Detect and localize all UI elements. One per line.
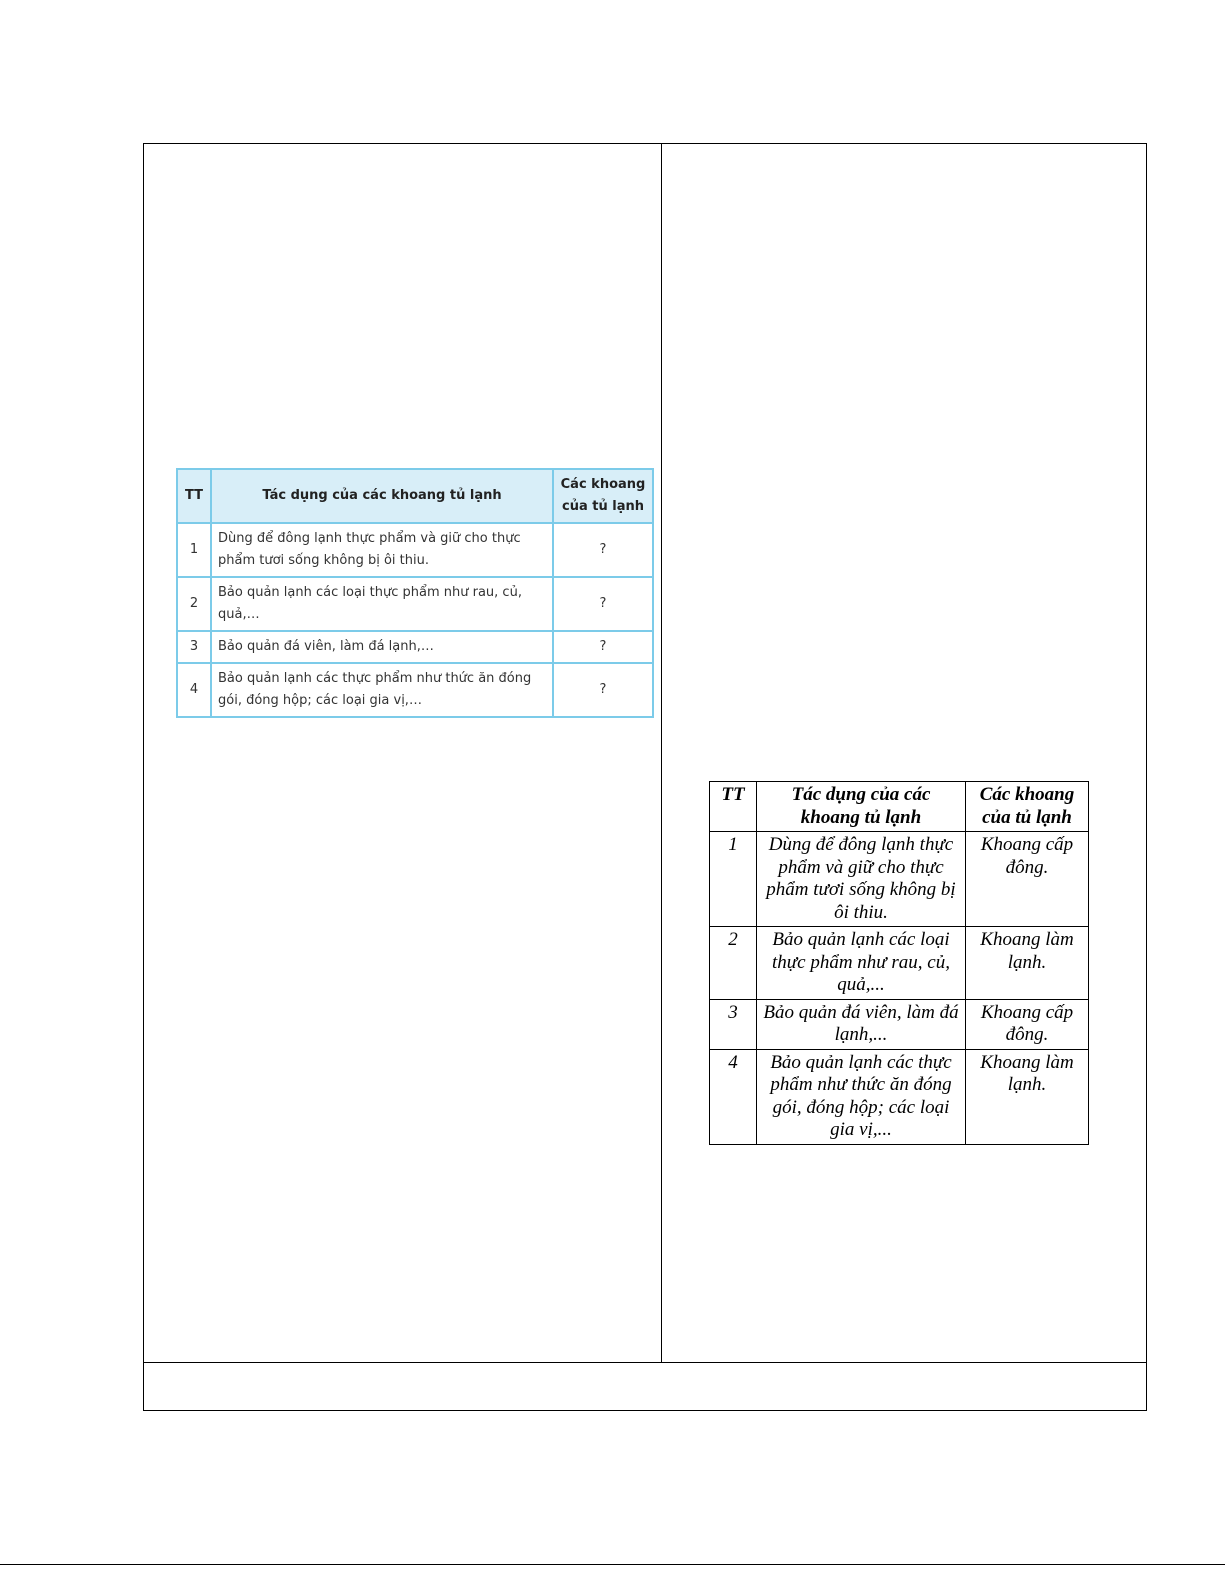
table-row bbox=[710, 999, 1089, 1049]
textbook-cell-answer: ? bbox=[553, 663, 653, 717]
table-row bbox=[177, 577, 653, 631]
answer-cell-answer: Khoang cấp đông. bbox=[966, 999, 1089, 1049]
textbook-cell-tt: 4 bbox=[177, 663, 211, 717]
textbook-cell-desc: Dùng để đông lạnh thực phẩm và giữ cho thực phẩm tươi sống không bị ôi thiu. bbox=[211, 523, 553, 577]
textbook-header-tt: TT bbox=[177, 469, 211, 523]
table-row bbox=[177, 663, 653, 717]
table-row bbox=[710, 832, 1089, 927]
textbook-cell-tt: 2 bbox=[177, 577, 211, 631]
answer-cell-answer: Khoang làm lạnh. bbox=[966, 927, 1089, 1000]
textbook-cell-answer: ? bbox=[553, 577, 653, 631]
textbook-header-desc: Tác dụng của các khoang tủ lạnh bbox=[211, 469, 553, 523]
answer-cell-desc: Bảo quản lạnh các thực phẩm như thức ăn đóng gói, đóng hộp; các loại gia vị,... bbox=[757, 1049, 966, 1144]
answer-cell-desc: Bảo quản đá viên, làm đá lạnh,... bbox=[757, 999, 966, 1049]
answer-cell-tt: 3 bbox=[710, 999, 757, 1049]
textbook-cell-desc: Bảo quản lạnh các loại thực phẩm như rau, củ, quả,… bbox=[211, 577, 553, 631]
table-row bbox=[710, 1049, 1089, 1144]
answer-cell-answer: Khoang cấp đông. bbox=[966, 832, 1089, 927]
answer-cell-desc: Bảo quản lạnh các loại thực phẩm như rau, củ, quả,... bbox=[757, 927, 966, 1000]
bottom-rule bbox=[0, 1564, 1225, 1565]
textbook-cell-desc: Bảo quản đá viên, làm đá lạnh,… bbox=[211, 631, 553, 663]
row-divider bbox=[144, 1362, 1146, 1363]
textbook-table bbox=[176, 468, 654, 718]
page-frame bbox=[143, 143, 1147, 1411]
textbook-cell-answer: ? bbox=[553, 523, 653, 577]
textbook-cell-desc: Bảo quản lạnh các thực phẩm như thức ăn đóng gói, đóng hộp; các loại gia vị,… bbox=[211, 663, 553, 717]
answer-cell-answer: Khoang làm lạnh. bbox=[966, 1049, 1089, 1144]
answer-cell-tt: 2 bbox=[710, 927, 757, 1000]
textbook-cell-answer: ? bbox=[553, 631, 653, 663]
textbook-table-header-row bbox=[177, 469, 653, 523]
answer-header-desc: Tác dụng của các khoang tủ lạnh bbox=[757, 782, 966, 832]
table-row bbox=[177, 523, 653, 577]
table-row bbox=[177, 631, 653, 663]
textbook-cell-tt: 3 bbox=[177, 631, 211, 663]
column-divider bbox=[661, 144, 662, 1362]
answer-cell-tt: 1 bbox=[710, 832, 757, 927]
answer-header-tt: TT bbox=[710, 782, 757, 832]
answer-table bbox=[709, 781, 1089, 1145]
textbook-cell-tt: 1 bbox=[177, 523, 211, 577]
textbook-header-answer: Các khoang của tủ lạnh bbox=[553, 469, 653, 523]
answer-header-answer: Các khoang của tủ lạnh bbox=[966, 782, 1089, 832]
answer-table-header-row bbox=[710, 782, 1089, 832]
table-row bbox=[710, 927, 1089, 1000]
answer-cell-tt: 4 bbox=[710, 1049, 757, 1144]
answer-cell-desc: Dùng để đông lạnh thực phẩm và giữ cho thực phẩm tươi sống không bị ôi thiu. bbox=[757, 832, 966, 927]
